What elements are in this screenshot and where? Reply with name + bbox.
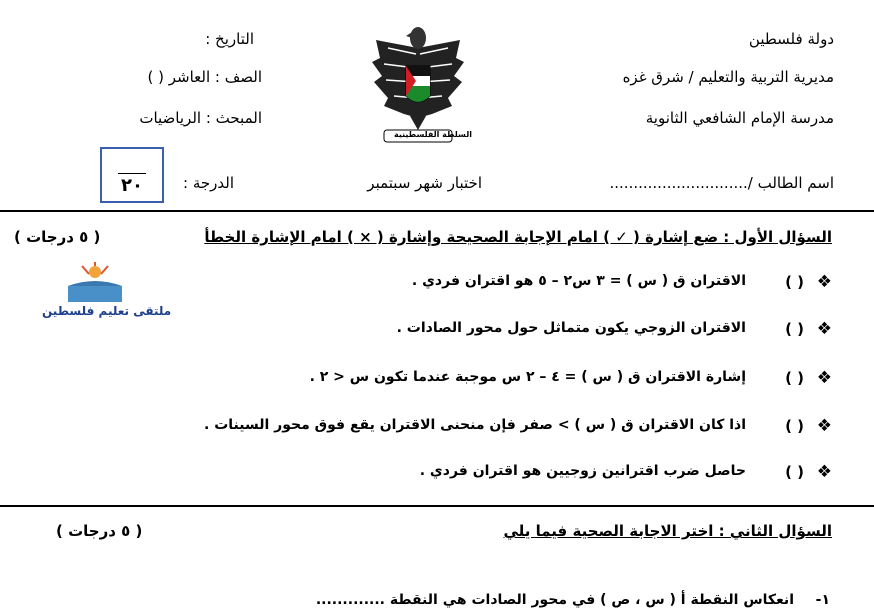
section-divider-middle [0, 505, 874, 507]
diamond-bullet-icon: ❖ [816, 319, 832, 339]
answer-parentheses[interactable]: ( ) [785, 320, 804, 338]
exam-title: اختبار شهر سبتمبر [367, 174, 482, 192]
question-text: انعكاس النقطة أ ( س ، ص ) في محور الصادات هي النقطة ............. [315, 592, 794, 608]
country-name: دولة فلسطين [748, 30, 834, 48]
class-label: الصف : العاشر ( ) [147, 68, 262, 86]
q1-marks: ( ٥ درجات ) [14, 228, 101, 246]
q2-marks: ( ٥ درجات ) [56, 522, 143, 540]
q1-title: السؤال الأول : ضع إشارة ( ✓ ) امام الإجابة الصحيحة وإشارة ( × ) امام الإشارة الخطأ [204, 228, 832, 246]
student-name-line: اسم الطالب /............................. [609, 174, 834, 192]
site-logo [60, 262, 130, 306]
grade-box [100, 147, 164, 203]
statement-text: إشارة الاقتران ق ( س ) = ٤ – ٢ س موجبة عندما تكون س < ٢ . [309, 369, 746, 385]
school-name: مدرسة الإمام الشافعي الثانوية [645, 109, 834, 127]
statement-text: الاقتران ق ( س ) = ٣ س٢ – ٥ هو اقتران فردي . [411, 273, 746, 289]
grade-label: الدرجة : [183, 174, 234, 192]
answer-parentheses[interactable]: ( ) [785, 463, 804, 481]
grade-fraction-line [118, 173, 146, 174]
statement-text: حاصل ضرب اقترانين زوجيين هو اقتران فردي . [419, 463, 746, 479]
diamond-bullet-icon: ❖ [816, 368, 832, 388]
section-divider-top [0, 210, 874, 212]
diamond-bullet-icon: ❖ [816, 416, 832, 436]
question-number: ١- [815, 592, 830, 608]
answer-parentheses[interactable]: ( ) [785, 273, 804, 291]
palestinian-authority-emblem [366, 18, 470, 148]
q2-title: السؤال الثاني : اختر الاجابة الصحية فيما يلي [503, 522, 832, 540]
grade-total: ٢٠ [121, 175, 143, 196]
answer-parentheses[interactable]: ( ) [785, 417, 804, 435]
date-label: التاريخ : [205, 30, 254, 48]
answer-parentheses[interactable]: ( ) [785, 369, 804, 387]
directorate-name: مديرية التربية والتعليم / شرق غزه [622, 68, 834, 86]
site-logo-text: ملتقى تعليم فلسطين [42, 304, 172, 318]
diamond-bullet-icon: ❖ [816, 462, 832, 482]
subject-label: المبحث : الرياضيات [139, 109, 262, 127]
emblem-caption: السلطة الفلسطينية [394, 130, 472, 139]
statement-text: اذا كان الاقتران ق ( س ) > صفر فإن منحنى الاقتران يقع فوق محور السينات . [204, 417, 746, 433]
diamond-bullet-icon: ❖ [816, 272, 832, 292]
statement-text: الاقتران الزوجي يكون متماثل حول محور الصادات . [396, 320, 746, 336]
